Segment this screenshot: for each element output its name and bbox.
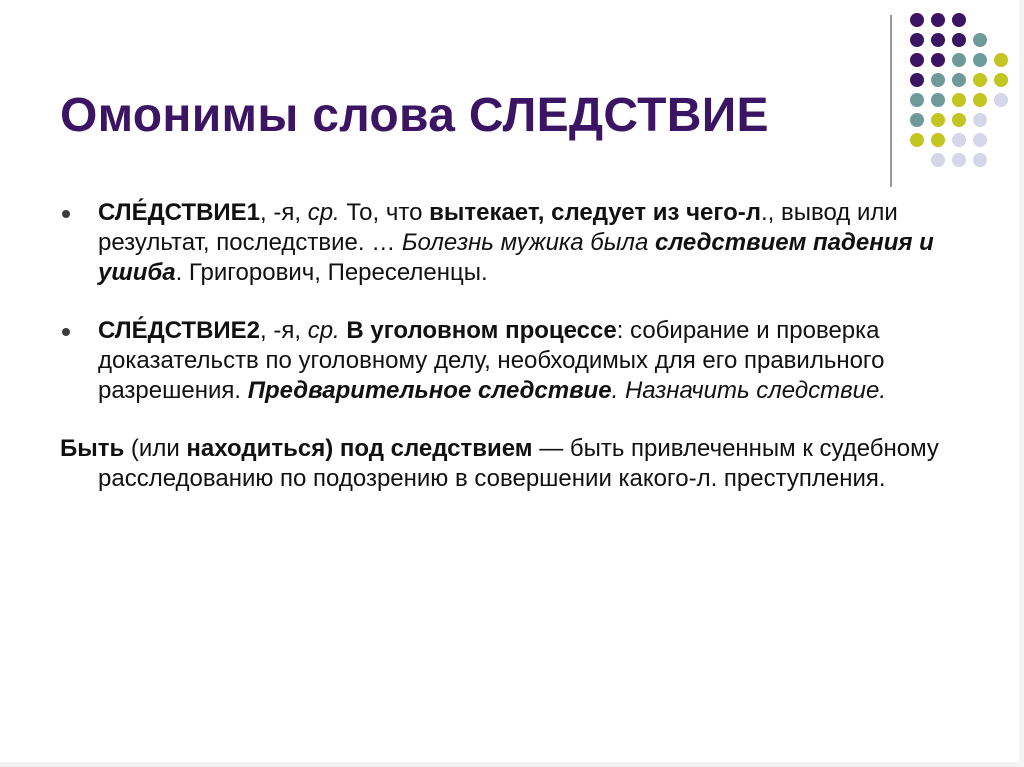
dot <box>973 33 987 47</box>
dot <box>952 13 966 27</box>
dot <box>994 93 1008 107</box>
dot <box>931 93 945 107</box>
dot <box>973 153 987 167</box>
dot <box>973 53 987 67</box>
example-bold-italic: следствием падения и ушиба <box>98 229 934 286</box>
dot <box>910 73 924 87</box>
bullet-item-sledstvie-1 <box>60 198 960 288</box>
dot <box>931 113 945 127</box>
phrase-text: (или <box>124 435 187 462</box>
dot <box>973 93 987 107</box>
definition-text: То, что <box>339 199 430 226</box>
phrase-text: — быть привлеченным к судебному расследованию по подозрению в совершении какого-л. преступления. <box>98 435 939 492</box>
definition-text: ., вывод или результат, последствие. … <box>98 199 898 256</box>
phrase-bold: под следствием <box>339 435 533 462</box>
dot <box>952 93 966 107</box>
source-citation: . Григорович, Переселенцы. <box>175 259 488 286</box>
definition-bold: В уголовном процессе <box>346 317 617 344</box>
dot <box>910 93 924 107</box>
bullet-dot-icon <box>62 210 70 218</box>
headword: СЛЕ́ДСТВИЕ2 <box>98 317 261 344</box>
dot <box>910 133 924 147</box>
slide-body <box>60 198 960 494</box>
dot <box>973 133 987 147</box>
slide-title: Омонимы слова СЛЕДСТВИЕ <box>60 89 769 142</box>
phrase-text <box>333 435 340 462</box>
phrase-definition <box>60 434 960 494</box>
part-of-speech: ср. <box>307 199 340 226</box>
dot <box>931 73 945 87</box>
definition-text: : собирание и проверка доказательств по уголовному делу, необходимых для его правильного разрешения. <box>98 317 885 404</box>
definition-bold: вытекает, следует из чего-л <box>429 199 761 226</box>
dot <box>910 33 924 47</box>
title-divider <box>890 15 892 187</box>
bullet-item-sledstvie-2 <box>60 316 960 406</box>
dot <box>910 113 924 127</box>
grammar-note: , -я, <box>260 317 308 344</box>
dot <box>952 73 966 87</box>
dot <box>973 73 987 87</box>
dot <box>952 133 966 147</box>
dot <box>931 133 945 147</box>
slide-edge-bottom <box>0 762 1024 767</box>
dot <box>952 113 966 127</box>
dot <box>910 53 924 67</box>
bullet-dot-icon <box>62 328 70 336</box>
dot <box>931 53 945 67</box>
headword: СЛЕ́ДСТВИЕ1 <box>98 199 261 226</box>
decorative-dot-grid <box>910 13 1010 163</box>
phrase-bold: Быть <box>60 435 125 462</box>
part-of-speech: ср. <box>307 317 340 344</box>
example-italic: Болезнь мужика была <box>401 229 655 256</box>
slide-edge-right <box>1019 0 1024 767</box>
phrase-bold: находиться) <box>186 435 334 462</box>
dot <box>994 53 1008 67</box>
dot <box>910 13 924 27</box>
dot <box>973 113 987 127</box>
dot <box>952 153 966 167</box>
dot <box>952 53 966 67</box>
dot <box>931 33 945 47</box>
example-bold-italic: Предварительное следствие <box>247 377 612 404</box>
dot <box>931 13 945 27</box>
example-italic: . Назначить следствие. <box>611 377 887 404</box>
dot <box>952 33 966 47</box>
dot <box>931 153 945 167</box>
dot <box>994 73 1008 87</box>
grammar-note: , -я, <box>260 199 308 226</box>
